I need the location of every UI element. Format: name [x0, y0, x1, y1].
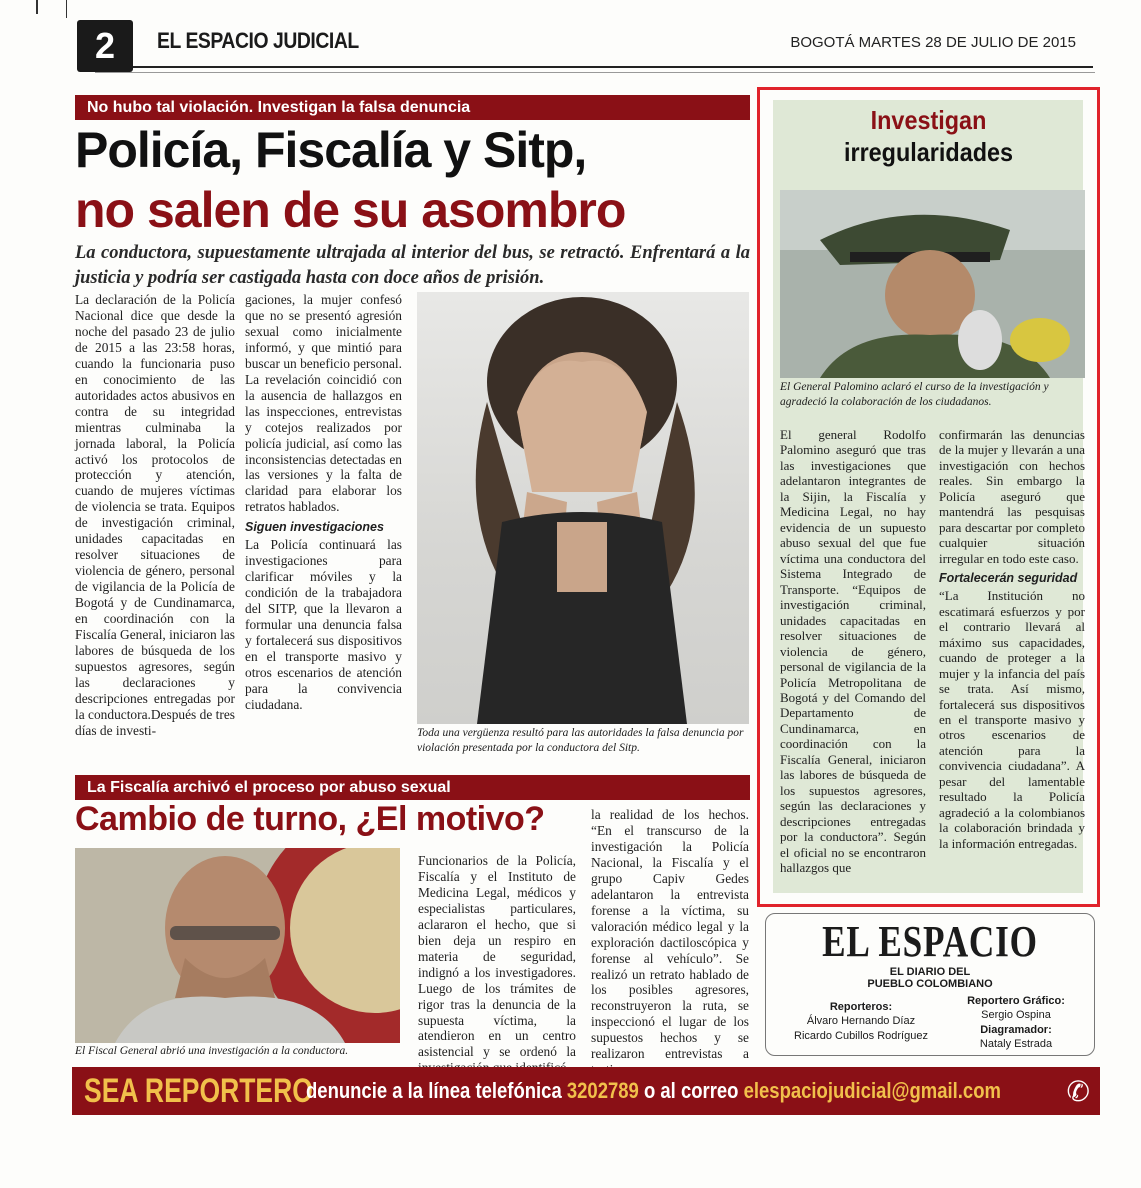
main-headline	[75, 120, 755, 240]
credit-name: Álvaro Hernando Díaz	[806, 1015, 916, 1028]
woman-photo	[417, 292, 749, 724]
masthead-tagline: EL DIARIO DEL	[889, 966, 971, 978]
photo-caption: El General Palomino aclaró el curso de la investigación y agradeció la colaboración de los ciudadanos.	[780, 381, 1049, 408]
article-column	[780, 427, 926, 876]
story-deck: La conductora, supuestamente ultrajada al interior del bus, se retractó. Enfrentará a la justicia y podría ser castigada hasta con doce años de prisión.	[75, 243, 750, 288]
story-kicker: No hubo tal violación. Investigan la falsa denuncia	[75, 95, 750, 120]
credit-name: Sergio Ospina	[981, 1009, 1051, 1022]
paragraph: gaciones, la mujer confesó que no se presentó agresión sexual como inicialmente informó, y que mintió para buscar un beneficio personal. La revelación coincidió con la ausencia de hallazgos en las inspecciones, entrevistas y cotejos realizados por policía judicial, así como las inconsistencias detectadas en las versiones y la falta de claridad para elaborar los retratos hablados.	[245, 292, 402, 515]
article-column	[75, 292, 235, 739]
story-kicker: La Fiscalía archivó el proceso por abuso sexual	[75, 775, 750, 800]
credit-label: Reporteros:	[829, 1001, 893, 1013]
general-photo	[780, 190, 1085, 378]
page-number: 2	[77, 20, 133, 72]
article-column	[418, 853, 576, 1076]
date-line: BOGOTÁ MARTES 28 DE JULIO DE 2015	[790, 34, 1076, 51]
masthead-name: EL ESPACIO	[822, 917, 1038, 966]
paragraph: “La Institución no escatimará esfuerzos y por el contrario llevará al máximo sus capacidades, cuando de proteger a la mujer y la infancia del país se trata. Así mismo, fortalecerá sus dispositivos en el transporte masivo y otros escenarios de atención para la convivencia ciudadana”. A pesar del lamentable resultado la Policía agradeció a la colombianos la colaboración brindada y la información entregadas.	[939, 588, 1085, 851]
article-column	[939, 427, 1085, 851]
headline-line1: Policía, Fiscalía y Sitp,	[75, 122, 587, 178]
article-column	[591, 807, 749, 1078]
scan-mark	[66, 0, 67, 18]
masthead-box	[765, 913, 1095, 1056]
prosecutor-photo	[75, 848, 400, 1043]
photo-reporter-credit	[946, 994, 1086, 1051]
photo-caption: El Fiscal General abrió una investigación a la conductora.	[75, 1045, 349, 1057]
secondary-headline: Cambio de turno, ¿El motivo?	[75, 800, 545, 838]
sidebar-title-line2: irregularidades	[843, 137, 1014, 167]
banner-text2: o al correo	[643, 1078, 739, 1103]
credit-name: Nataly Estrada	[979, 1037, 1053, 1050]
section-name: EL ESPACIO JUDICIAL	[157, 28, 359, 53]
paragraph: Funcionarios de la Policía, Fiscalía y el Instituto de Medicina Legal, médicos y especialistas particulares, aclararon el hecho, que si bien deja un respiro en materia de seguridad, indignó a los investigadores. Luego de los trámites de rigor tras la denuncia de la supuesta víctima, la atendieron en un centro asistencial y se ordenó la	[418, 853, 576, 1060]
credit-label: Reportero Gráfico:	[967, 995, 1065, 1007]
paragraph: El general Rodolfo Palomino aseguró que tras las investigaciones que adelantaron integrantes de la Sijin, la Fiscalía y Medicina Legal, no hay evidencia de un supuesto abuso sexual del que fue víctima una conductora del Sistema Integrado de Transporte. “Equipos de investigación criminal, unidades capacitadas en resolver situaciones de violencia de género, personal de vigilancia de la Policía Metropolitana de Bogotá y del Comando del Departamento de Cundinamarca, en coordinación con la Fiscalía General, iniciaron las labores de búsqueda de los supuestos agresores, según las declaraciones y descripciones entregadas por la conductora”. Según el oficial no se encontraron hallazgos que	[780, 427, 926, 876]
banner-title: SEA REPORTERO	[84, 1071, 313, 1110]
scan-mark	[36, 0, 38, 14]
masthead-tagline: PUEBLO COLOMBIANO	[867, 978, 993, 990]
phone-icon: ✆	[1066, 1075, 1090, 1108]
paragraph: confirmarán las denuncias de la mujer y llevarán a una investigación con hechos reales. Sin embargo la Policía aseguró que mantendrá las pesquisas para descartar por completo cualquier situación irregular en todo este caso.	[939, 427, 1085, 566]
header-rule	[133, 66, 1093, 68]
photo-caption: Toda una vergüenza resultó para las autoridades la falsa denuncia por violación presentada por la conductora del Sitp.	[417, 727, 744, 754]
paragraph: la realidad de los hechos. “En el transcurso de la investigación la Policía Nacional, la Fiscalía y el grupo Capiv Gedes adelantaron la entrevista forense a la víctima, su valoración médico legal y la exploración dactiloscópica y forense al vehículo”. Se realizó un retrato hablado de los posibles agresores, reconstruyeron la ruta, se inspeccionó el lugar de los supuestos hechos y se realizaron entrevistas a	[591, 807, 749, 1062]
banner-text	[306, 1078, 1001, 1104]
reporter-banner	[72, 1067, 1100, 1115]
paragraph: La Policía continuará las investigaciones para clarificar móviles y la condición de la trabajadora del SITP, que la llevaron a formular una denuncia falsa y fortalecerá sus dispositivos en el transporte masivo y otros escenarios de atención para la convivencia ciudadana.	[245, 537, 402, 712]
header-rule	[95, 72, 1095, 73]
paragraph: La declaración de la Policía Nacional dice que desde la noche del pasado 23 de julio de 2015 a las 23:58 horas, cuando la funcionaria puso en conocimiento de las autoridades actos abusivos en contra de su integridad mientras culminaba la jornada laboral, la Policía activó los protocolos de protección y atención, cuando de mujeres víctimas de violencia se trata. Equipos de investigación criminal, unidades capacitadas en resolver situaciones de violencia de género, personal de vigilancia de la Policía de Bogotá y de Cundinamarca, en coordinación con la Fiscalía General, iniciaron las labores de búsqueda de los supuestos agresores, según las declaraciones y descripciones entregadas por la conductora.Después de tres días de investi-	[75, 292, 235, 738]
subhead: Siguen investigaciones	[245, 520, 384, 535]
headline-line2: no salen de su asombro	[75, 182, 626, 238]
subhead: Fortalecerán seguridad	[939, 571, 1078, 586]
reporters-credit	[786, 1000, 936, 1043]
article-column	[245, 292, 402, 713]
credit-label: Diagramador:	[980, 1023, 1052, 1036]
banner-email[interactable]: elespaciojudicial@gmail.com	[743, 1078, 1001, 1103]
banner-phone[interactable]: 3202789	[566, 1078, 639, 1103]
credit-name: Ricardo Cubillos Rodríguez	[794, 1029, 928, 1042]
banner-text1: denuncie a la línea telefónica	[306, 1078, 562, 1103]
sidebar-title-line1: Investigan	[870, 105, 987, 135]
